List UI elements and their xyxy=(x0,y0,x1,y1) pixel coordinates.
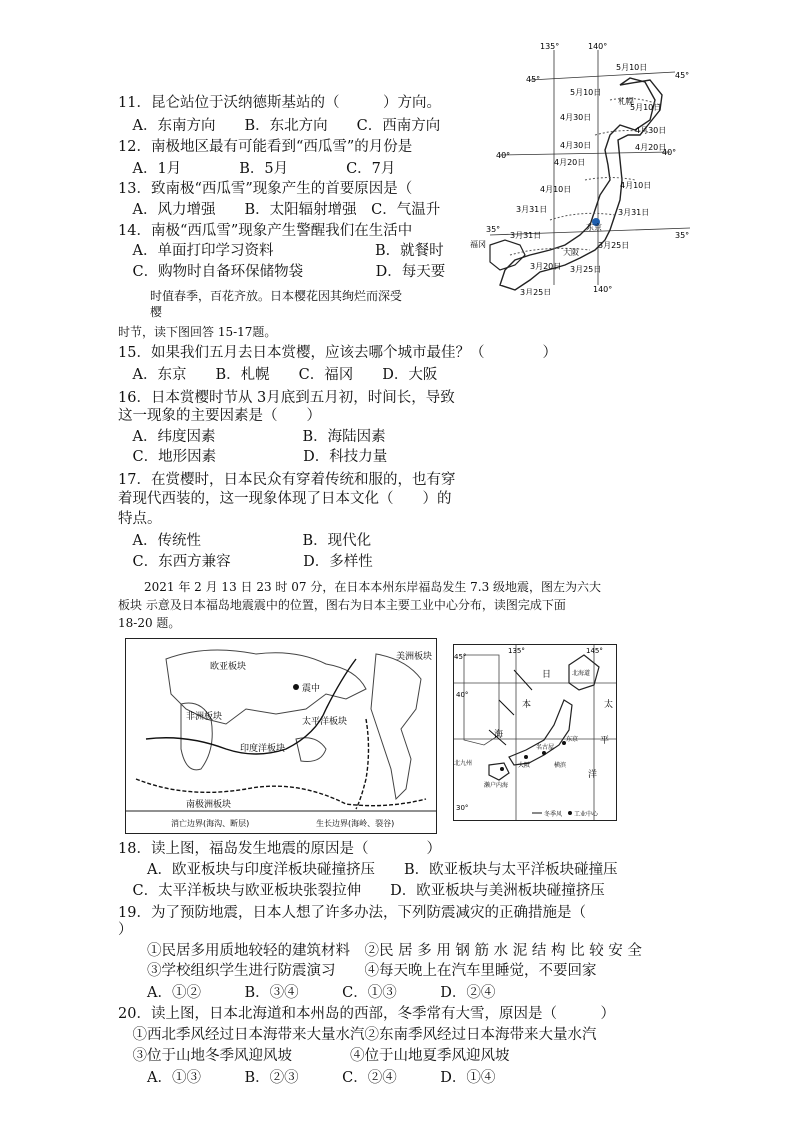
date-label: 3月31日 xyxy=(516,205,548,214)
q19-items-34: ③学校组织学生进行防震演习 ④每天晚上在汽车里睡觉，不要回家 xyxy=(118,963,597,979)
industry-map-svg xyxy=(454,645,616,820)
label-yang: 洋 xyxy=(588,770,598,780)
q20-items-34: ③位于山地冬季风迎风坡 ④位于山地夏季风迎风坡 xyxy=(118,1048,510,1064)
date-label: 5月10日 xyxy=(630,103,662,112)
q17-options-cd: C．东西方兼容 D．多样性 xyxy=(118,554,373,570)
q19-cont: ） xyxy=(118,922,133,938)
date-label: 5月10日 xyxy=(570,88,602,97)
label-american-plate: 美洲板块 xyxy=(396,652,433,662)
plates-map xyxy=(125,638,437,834)
q16-options-cd: C．地形因素 D．科技力量 xyxy=(118,449,388,465)
q17: 17．在赏樱时，日本民众有穿着传统和服的，也有穿 xyxy=(118,472,456,488)
city-sapporo: 札幌 xyxy=(618,97,634,106)
lat-45-label: 45° xyxy=(454,653,467,661)
label-ben: 本 xyxy=(522,700,532,710)
sakura-intro-line3: 时节，读下图回答 15-17题。 xyxy=(118,325,277,339)
legend-divergent: 生长边界(海岭、裂谷) xyxy=(316,819,395,828)
date-label: 3月31日 xyxy=(618,208,650,217)
q16-cont: 这一现象的主要因素是（ ） xyxy=(118,408,321,424)
q20-items-12: ①西北季风经过日本海带来大量水汽②东南季风经过日本海带来大量水汽 xyxy=(118,1027,597,1043)
quake-intro-line3: 18-20 题。 xyxy=(118,616,181,630)
lat-35-label-left: 35° xyxy=(486,225,501,234)
lat-30-label: 30° xyxy=(456,804,469,812)
lat-45-label-right: 45° xyxy=(675,71,690,80)
q14-options-cd: C．购物时自备环保储物袋 D．每天要 xyxy=(118,264,446,280)
q17-options-ab: A．传统性 B．现代化 xyxy=(118,533,372,549)
q13-options: A．风力增强 B．太阳辐射增强 C．气温升 xyxy=(118,202,441,218)
q15: 15．如果我们五月去日本赏樱，应该去哪个城市最佳？（ ） xyxy=(118,345,557,361)
sakura-bloom-map xyxy=(470,40,700,295)
lat-35-label-right: 35° xyxy=(675,231,690,240)
quake-intro-line1: 2021 年 2 月 13 日 23 时 07 分，在日本本州东岸福岛发生 7.3 级地震，图左为六大 xyxy=(144,580,602,594)
q19-items-12: ①民居多用质地较轻的建筑材料 ②民 居 多 用 钢 筋 水 泥 结 构 比 较 安 全 xyxy=(118,943,642,959)
q11-options: A．东南方向 B．东北方向 C．西南方向 xyxy=(118,118,441,134)
label-epicenter: 震中 xyxy=(302,684,321,694)
q13: 13．致南极“西瓜雪”现象产生的首要原因是（ xyxy=(118,181,413,197)
city-osaka: 大阪 xyxy=(563,248,579,257)
lat-45-label-left: 45° xyxy=(526,75,541,84)
legend-convergent: 消亡边界(海沟、断层) xyxy=(171,819,250,828)
lon-145-label: 145° xyxy=(586,647,603,655)
q18-options-ab: A．欧亚板块与印度洋板块碰撞挤压 B．欧亚板块与太平洋板块碰撞压 xyxy=(118,862,618,878)
label-hai: 海 xyxy=(494,730,504,740)
date-label: 4月20日 xyxy=(554,158,586,167)
date-label: 3月20日 xyxy=(530,262,562,271)
label-nagoya: 名古屋 xyxy=(536,744,555,751)
label-hokkaido: 北海道 xyxy=(572,670,591,677)
date-label: 4月20日 xyxy=(635,143,667,152)
date-label: 4月10日 xyxy=(540,185,572,194)
city-fukuoka: 福冈 xyxy=(470,240,486,249)
q16-options-ab: A．纬度因素 B．海陆因素 xyxy=(118,429,386,445)
label-african-plate: 非洲板块 xyxy=(186,712,223,722)
lat-40-label-right: 40° xyxy=(662,148,677,157)
q11: 11．昆仑站位于沃纳德斯基站的（ ）方向。 xyxy=(118,95,441,111)
label-ping: 平 xyxy=(600,736,610,746)
q20: 20．读上图，日本北海道和本州岛的西部，冬季常有大雪，原因是（ ） xyxy=(118,1006,615,1022)
date-label: 5月10日 xyxy=(616,63,648,72)
label-kitakyushu: 北九州 xyxy=(454,760,473,767)
date-label: 4月30日 xyxy=(560,113,592,122)
q12-options: A．1月 B．5月 C．7月 xyxy=(118,161,396,177)
q12: 12．南极地区最有可能看到“西瓜雪”的月份是 xyxy=(118,139,413,155)
city-tokyo: 东京 xyxy=(586,223,602,232)
label-ri: 日 xyxy=(542,670,552,680)
label-tai: 太 xyxy=(604,700,614,710)
lat-40-label-left: 40° xyxy=(496,151,511,160)
label-eurasian-plate: 欧亚板块 xyxy=(210,662,247,672)
lon-135-label: 135° xyxy=(508,647,525,655)
lon-140-label: 140° xyxy=(588,42,608,51)
date-label: 3月25日 xyxy=(570,265,602,274)
lon-135-label: 135° xyxy=(540,42,560,51)
japan-industry-map xyxy=(453,644,617,821)
date-label: 4月30日 xyxy=(635,126,667,135)
label-tokyo: 东京 xyxy=(566,736,579,743)
q20-options: A．①③ B．②③ C．②④ D．①④ xyxy=(118,1070,496,1086)
q14-options-ab: A．单面打印学习资料 B．就餐时 xyxy=(118,243,444,259)
plates-map-svg xyxy=(126,639,436,833)
label-yokohama: 横滨 xyxy=(554,762,567,769)
sakura-map-svg xyxy=(470,40,700,295)
label-antarctic-plate: 南极洲板块 xyxy=(186,800,232,810)
date-label: 4月30日 xyxy=(560,141,592,150)
label-setonaikai: 濑户内海 xyxy=(484,782,509,789)
epicenter-marker xyxy=(293,684,299,690)
date-label: 4月10日 xyxy=(620,181,652,190)
date-label: 3月25日 xyxy=(598,241,630,250)
q16: 16．日本赏樱时节从 3月底到五月初，时间长，导致 xyxy=(118,390,455,406)
legend-winter-wind: 冬季风 xyxy=(544,811,563,818)
date-label: 3月31日 xyxy=(510,231,542,240)
quake-intro-line2: 板块 示意及日本福岛地震震中的位置，图右为日本主要工业中心分布，读图完成下面 xyxy=(118,598,566,612)
lat-40-label: 40° xyxy=(456,691,469,699)
label-pacific-plate: 太平洋板块 xyxy=(302,717,348,727)
sakura-intro-line1: 时值春季，百花齐放。日本樱花因其绚烂而深受 xyxy=(150,289,403,303)
q19: 19．为了预防地震，日本人想了许多办法，下列防震减灾的正确措施是（ xyxy=(118,905,586,921)
q15-options: A．东京 B．札幌 C．福冈 D．大阪 xyxy=(118,367,438,383)
q17-cont2: 特点。 xyxy=(118,511,162,527)
q17-cont: 着现代西装的，这一现象体现了日本文化（ ）的 xyxy=(118,491,452,507)
label-indian-plate: 印度洋板块 xyxy=(240,744,286,754)
q18-options-cd: C．太平洋板块与欧亚板块张裂拉伸 D．欧亚板块与美洲板块碰撞挤压 xyxy=(118,883,605,899)
label-osaka: 大阪 xyxy=(518,762,531,769)
legend-industry-center: 工业中心 xyxy=(574,811,599,818)
q18: 18．读上图，福岛发生地震的原因是（ ） xyxy=(118,841,441,857)
lon-140-bottom-label: 140° xyxy=(593,285,613,294)
date-label: 3月25日 xyxy=(520,288,552,295)
q14: 14．南极“西瓜雪”现象产生警醒我们在生活中 xyxy=(118,223,413,239)
q19-options: A．①② B．③④ C．①③ D．②④ xyxy=(118,985,496,1001)
sakura-intro-line2: 樱 xyxy=(150,305,163,319)
